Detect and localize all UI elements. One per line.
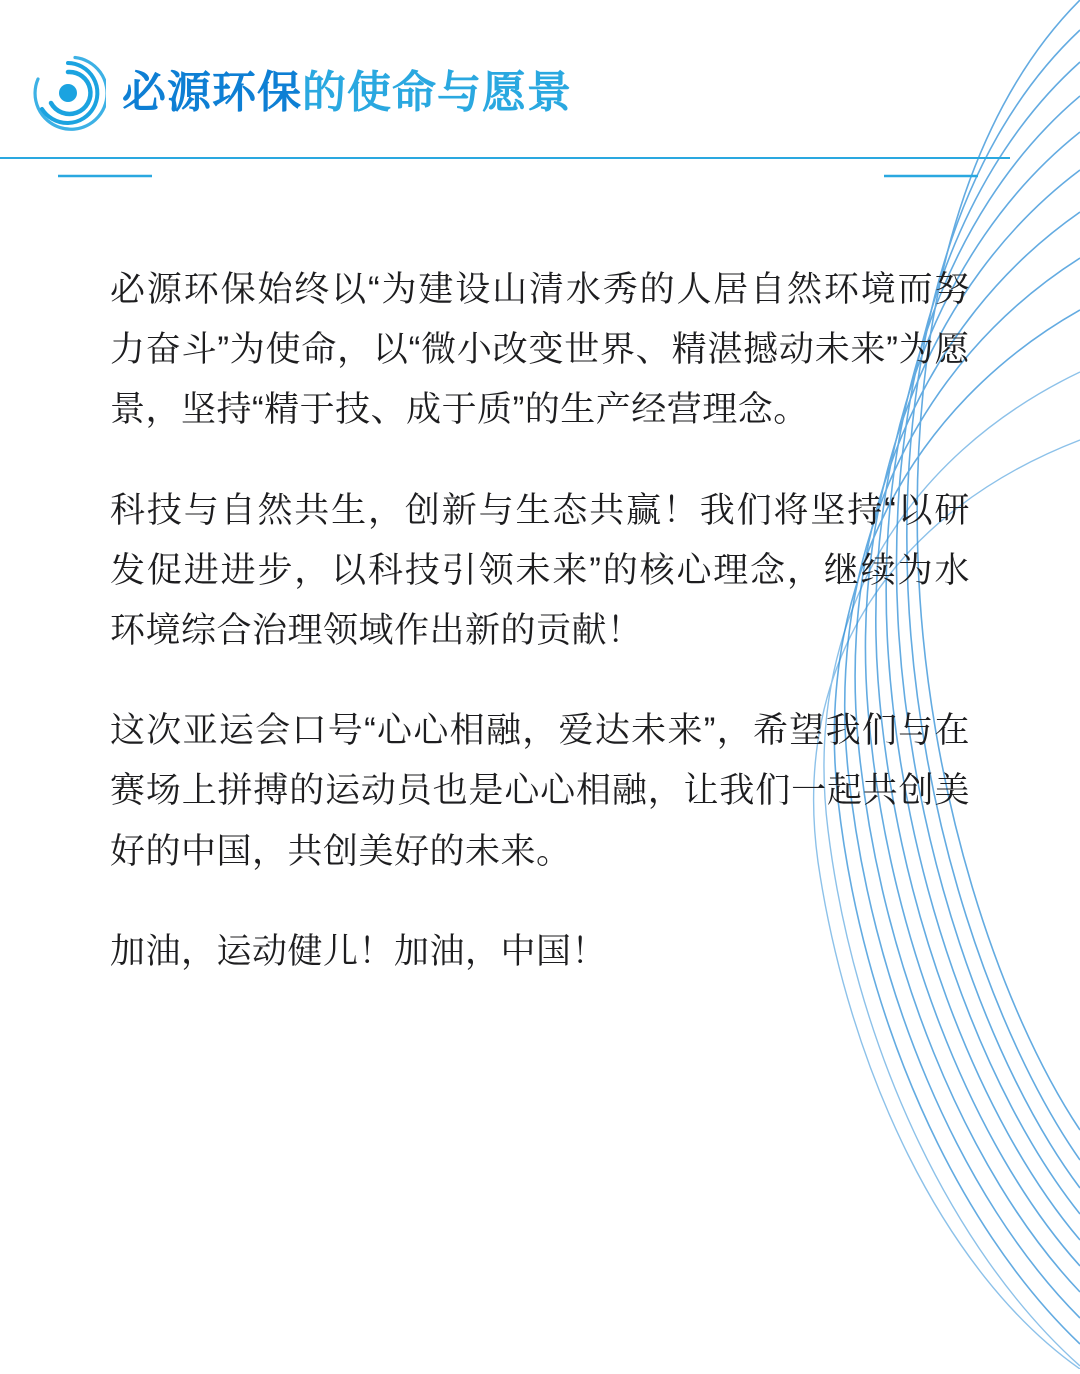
concentric-arc-logo-icon xyxy=(30,55,106,131)
page-title-strong: 必源环保 xyxy=(122,67,302,117)
page-header xyxy=(0,0,1080,140)
article-body xyxy=(0,140,1080,982)
page-title-light: 的使命与愿景 xyxy=(302,67,572,117)
paragraph: 加油，运动健儿！加油，中国！ xyxy=(110,931,608,971)
paragraph: 必源环保始终以“为建设山清水秀的人居自然环境而努力奋斗”为使命，以“微小改变世界、精湛撼动未来”为愿景，坚持“精于技、成于质”的生产经营理念。 xyxy=(110,270,970,430)
paragraph: 科技与自然共生，创新与生态共赢！我们将坚持“以研发促进进步，以科技引领未来”的核心理念，继续为水环境综合治理领域作出新的贡献！ xyxy=(110,490,970,650)
paragraph: 这次亚运会口号“心心相融，爱达未来”，希望我们与在赛场上拼搏的运动员也是心心相融，让我们一起共创美好的中国，共创美好的未来。 xyxy=(110,711,970,871)
page-title xyxy=(122,69,572,117)
